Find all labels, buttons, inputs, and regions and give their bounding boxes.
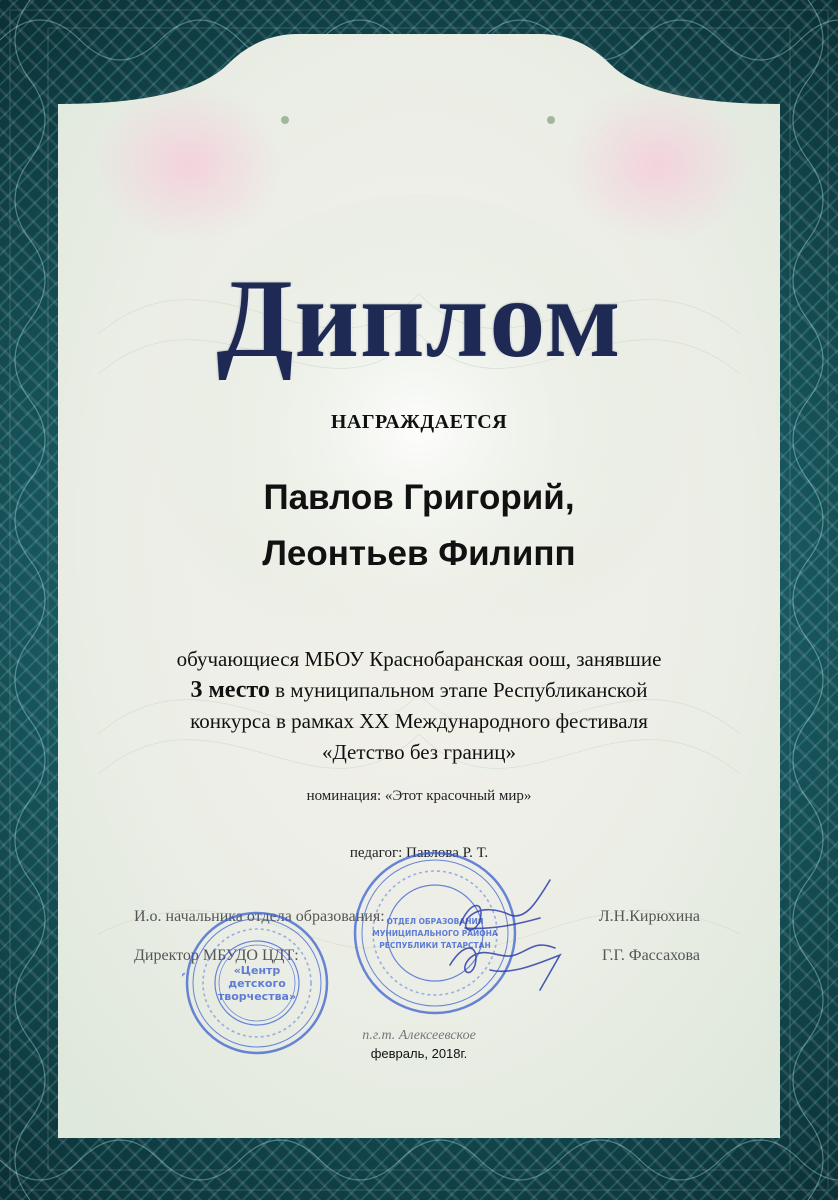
award-description: [0, 644, 838, 768]
stamp-text: МУНИЦИПАЛЬНОГО РАЙОНА: [372, 929, 498, 938]
signatory-name: Л.Н.Кирюхина: [598, 908, 700, 925]
place-text: 3 место: [190, 677, 270, 703]
stamp-text: детского: [228, 977, 286, 990]
stamp-text: ОТДЕЛ ОБРАЗОВАНИЯ: [386, 917, 484, 926]
description-line: «Детство без границ»: [321, 740, 517, 764]
recipient-name: Леонтьев Филипп: [262, 534, 576, 573]
nomination-text: номинация: «Этот красочный мир»: [306, 788, 532, 804]
location-text: п.г.т. Алексеевское: [362, 1028, 476, 1043]
description-line: [0, 675, 838, 706]
handwritten-signature: [430, 870, 570, 1000]
diploma-title: Диплом: [216, 257, 622, 381]
recipient-names: [0, 470, 838, 582]
issue-date: февраль, 2018г.: [370, 1046, 468, 1061]
awarded-label: НАГРАЖДАЕТСЯ: [330, 411, 508, 433]
description-line: обучающиеся МБОУ Краснобаранская оош, занявшие: [176, 647, 662, 671]
stamp-text: творчества»: [217, 990, 297, 1003]
stamp-text: РЕСПУБЛИКИ ТАТАРСТАН: [379, 941, 491, 950]
description-line-rest: в муниципальном этапе Республиканской: [269, 678, 648, 702]
signatory-role: Директор МБУДО ЦДТ:: [134, 947, 299, 964]
signatory-role: И.о. начальника отдела образования:: [134, 908, 385, 925]
teacher-text: педагог: Павлова Р. Т.: [349, 845, 489, 861]
description-line: конкурса в рамках XX Международного фестиваля: [190, 709, 648, 733]
recipient-name: Павлов Григорий,: [263, 478, 575, 517]
stamp-text: «Центр: [233, 964, 281, 977]
signatory-name: Г.Г. Фассахова: [602, 947, 700, 964]
